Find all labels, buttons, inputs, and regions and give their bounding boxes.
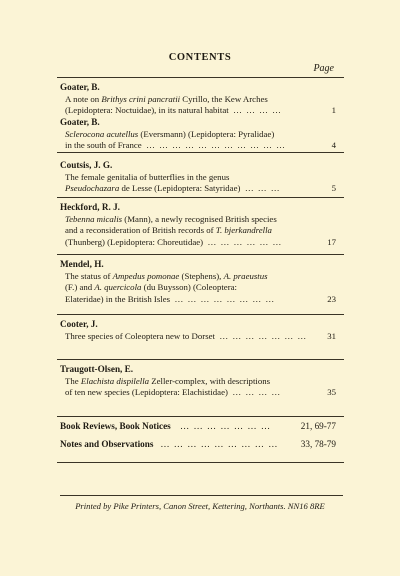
entry-line <box>60 387 336 399</box>
divider <box>57 416 344 417</box>
entry-text: A note on <box>65 93 102 104</box>
entry-author: Coutsis, J. G. <box>60 160 113 170</box>
page-number: 23 <box>327 293 336 304</box>
entry-text: de Lesse (Lepidoptera: Satyridae) <box>119 183 241 194</box>
page-number: 5 <box>331 183 336 194</box>
entry-line <box>60 172 336 184</box>
divider <box>57 197 344 198</box>
species-name: Brithys crini pancratii <box>101 93 181 104</box>
entry-text: Three species of Coleoptera new to Dorset <box>65 330 215 341</box>
divider <box>57 359 344 360</box>
species-name: Pseudochazara <box>65 183 120 194</box>
entry-text: in the south of France <box>65 140 142 151</box>
footer-rule <box>60 495 343 496</box>
entry-text: (du Buysson) (Coleoptera: <box>141 282 237 293</box>
leader-dots: … … … … … … … … … … … <box>146 140 286 151</box>
entry-author: Heckford, R. J. <box>60 202 120 212</box>
page-number: 17 <box>327 236 336 247</box>
entry-line <box>60 94 336 106</box>
contents-entry[interactable] <box>60 82 336 117</box>
entry-text: (Mann), a newly recognised British species <box>122 213 277 224</box>
contents-entry[interactable] <box>60 319 336 342</box>
entry-line <box>60 294 336 306</box>
species-name: Ampedus pomonae <box>112 270 180 281</box>
printer-credit: Printed by Pike Printers, Canon Street, Kettering, Northants. NN16 8RE <box>75 501 325 511</box>
entry-text: Elateridae) in the British Isles <box>65 293 171 304</box>
entry-text: Cyrillo, the Kew Arches <box>180 93 268 104</box>
leader-dots: … … … … … … … <box>219 330 308 341</box>
entry-author: Mendel, H. <box>60 259 104 269</box>
divider <box>57 152 344 153</box>
contents-entry[interactable] <box>60 117 336 152</box>
entry-text: (Eversmann) (Lepidoptera: Pyralidae) <box>138 128 275 139</box>
species-name: Elachista dispilella <box>80 375 150 386</box>
entry-text: and a reconsideration of British records of <box>65 225 216 236</box>
entry-title: Notes and Observations <box>60 439 154 449</box>
leader-dots: … … … … … … … … <box>174 293 276 304</box>
leader-dots: … … … … … … … … … <box>160 439 279 449</box>
top-rule <box>57 77 344 78</box>
entry-line <box>60 376 336 388</box>
entry-text: Zeller-complex, with descriptions <box>149 375 271 386</box>
page-column-header: Page <box>313 63 334 74</box>
book-reviews-entry[interactable] <box>60 421 336 433</box>
entry-line <box>60 140 336 152</box>
entry-text: (Thunberg) (Lepidoptera: Choreutidae) <box>65 236 204 247</box>
contents-entry[interactable] <box>60 202 336 248</box>
entry-author: Traugott-Olsen, E. <box>60 364 134 374</box>
entry-text: The female genitalia of butterflies in the genus <box>65 171 230 182</box>
entry-text: (F.) and <box>65 282 95 293</box>
entry-text: (Stephens), <box>179 270 224 281</box>
entry-line <box>60 331 336 343</box>
page-number: 1 <box>331 105 336 116</box>
entry-line <box>60 129 336 141</box>
page-number: 4 <box>331 140 336 151</box>
leader-dots: … … … … … … … <box>179 421 272 431</box>
entry-author: Cooter, J. <box>60 319 98 329</box>
entry-text: The <box>65 375 81 386</box>
entry-title: Book Reviews, Book Notices <box>60 421 171 431</box>
species-name: A. quercicola <box>94 282 142 293</box>
leader-dots: … … … <box>244 183 281 194</box>
entry-line <box>60 105 336 117</box>
entry-text: of ten new species (Lepidoptera: Elachistidae) <box>65 387 228 398</box>
entry-line <box>60 271 336 283</box>
contents-entry[interactable] <box>60 160 336 195</box>
entry-author: Goater, B. <box>60 117 100 127</box>
species-name: T. bjerkandrella <box>215 225 272 236</box>
page-number: 31 <box>327 330 336 341</box>
page-title: CONTENTS <box>168 52 232 63</box>
entry-line <box>60 214 336 226</box>
entry-line <box>60 225 336 237</box>
species-name: A. praeustus <box>223 270 268 281</box>
page-number: 33, 78-79 <box>300 439 336 449</box>
divider <box>57 314 344 315</box>
leader-dots: … … … … <box>232 387 282 398</box>
page-number: 35 <box>327 387 336 398</box>
entry-line <box>60 282 336 294</box>
divider <box>57 254 344 255</box>
page-number: 21, 69-77 <box>300 421 336 431</box>
entry-line <box>60 183 336 195</box>
species-name: Tebenna micalis <box>65 213 123 224</box>
entry-line <box>60 237 336 249</box>
entry-text: The status of <box>65 270 113 281</box>
entry-author: Goater, B. <box>60 82 100 92</box>
bottom-rule <box>57 462 344 463</box>
leader-dots: … … … … <box>233 105 282 116</box>
contents-entry[interactable] <box>60 259 336 305</box>
entry-text: (Lepidoptera: Noctuidae), in its natural habitat <box>65 105 229 116</box>
contents-entry[interactable] <box>60 364 336 399</box>
species-name: Sclerocona acutellus <box>65 128 139 139</box>
leader-dots: … … … … … … <box>207 236 283 247</box>
notes-entry[interactable] <box>60 439 336 451</box>
